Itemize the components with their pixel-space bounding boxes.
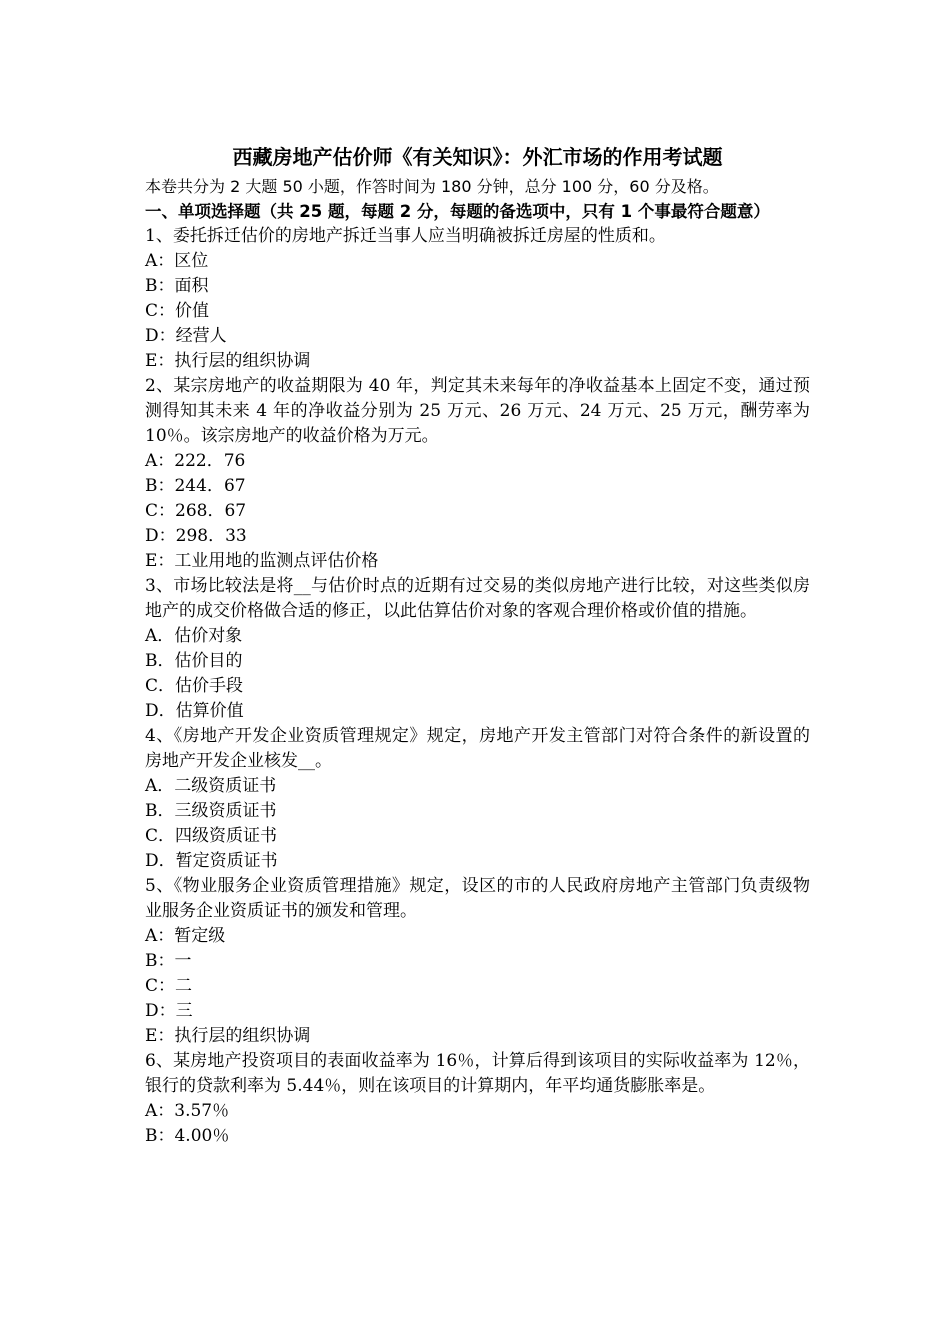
option-a: A．二级资质证书 [145, 776, 277, 796]
option-e: E：执行层的组织协调 [145, 351, 311, 371]
option-a: A：区位 [145, 251, 209, 271]
exam-intro: 本卷共分为 2 大题 50 小题，作答时间为 180 分钟，总分 100 分，60 分及格。 [145, 177, 719, 196]
option-d: D：298．33 [145, 526, 247, 546]
question-stem: 1、委托拆迁估价的房地产拆迁当事人应当明确被拆迁房屋的性质和。 [145, 226, 666, 246]
option-a: A：暂定级 [145, 926, 226, 946]
question-stem: 4、《房地产开发企业资质管理规定》规定，房地产开发主管部门对符合条件的新设置的房地产开发企业核发__。 [145, 726, 810, 771]
option-b: B：一 [145, 951, 192, 971]
option-a: A：3.57％ [145, 1101, 230, 1121]
option-d: D．估算价值 [145, 701, 244, 721]
option-c: C：价值 [145, 301, 210, 321]
option-c: C．估价手段 [145, 676, 244, 696]
question-3 [145, 574, 810, 724]
section-heading: 一、单项选择题（共 25 题，每题 2 分，每题的备选项中，只有 1 个事最符合题意） [145, 202, 770, 221]
option-b: B．估价目的 [145, 651, 243, 671]
option-e: E：执行层的组织协调 [145, 1026, 311, 1046]
question-1 [145, 224, 810, 374]
question-stem: 3、市场比较法是将__与估价时点的近期有过交易的类似房地产进行比较，对这些类似房地产的成交价格做合适的修正，以此估算估价对象的客观合理价格或价值的措施。 [145, 576, 810, 621]
question-2 [145, 374, 810, 574]
option-c: C．四级资质证书 [145, 826, 278, 846]
option-d: D：三 [145, 1001, 193, 1021]
question-stem: 6、某房地产投资项目的表面收益率为 16％，计算后得到该项目的实际收益率为 12％，银行的贷款利率为 5.44％，则在该项目的计算期内，年平均通货膨胀率是。 [145, 1051, 810, 1096]
question-6 [145, 1049, 810, 1149]
question-stem: 5、《物业服务企业资质管理措施》规定，设区的市的人民政府房地产主管部门负责级物业服务企业资质证书的颁发和管理。 [145, 876, 810, 921]
question-4 [145, 724, 810, 874]
document-page [145, 140, 810, 1149]
question-5 [145, 874, 810, 1049]
option-b: B．三级资质证书 [145, 801, 277, 821]
option-c: C：268．67 [145, 501, 247, 521]
option-a: A：222．76 [145, 451, 246, 471]
document-title: 西藏房地产估价师《有关知识》：外汇市场的作用考试题 [232, 145, 723, 169]
option-b: B：面积 [145, 276, 209, 296]
option-a: A．估价对象 [145, 626, 243, 646]
option-c: C：二 [145, 976, 193, 996]
question-stem: 2、某宗房地产的收益期限为 40 年，判定其未来每年的净收益基本上固定不变，通过预测得知其未来 4 年的净收益分别为 25 万元、26 万元、24 万元、25 万元，酬劳率为 10％。该宗房地产的收益价格为万元。 [145, 376, 810, 446]
option-d: D：经营人 [145, 326, 227, 346]
option-d: D．暂定资质证书 [145, 851, 278, 871]
option-b: B：4.00％ [145, 1126, 230, 1146]
option-b: B：244．67 [145, 476, 246, 496]
option-e: E：工业用地的监测点评估价格 [145, 551, 379, 571]
